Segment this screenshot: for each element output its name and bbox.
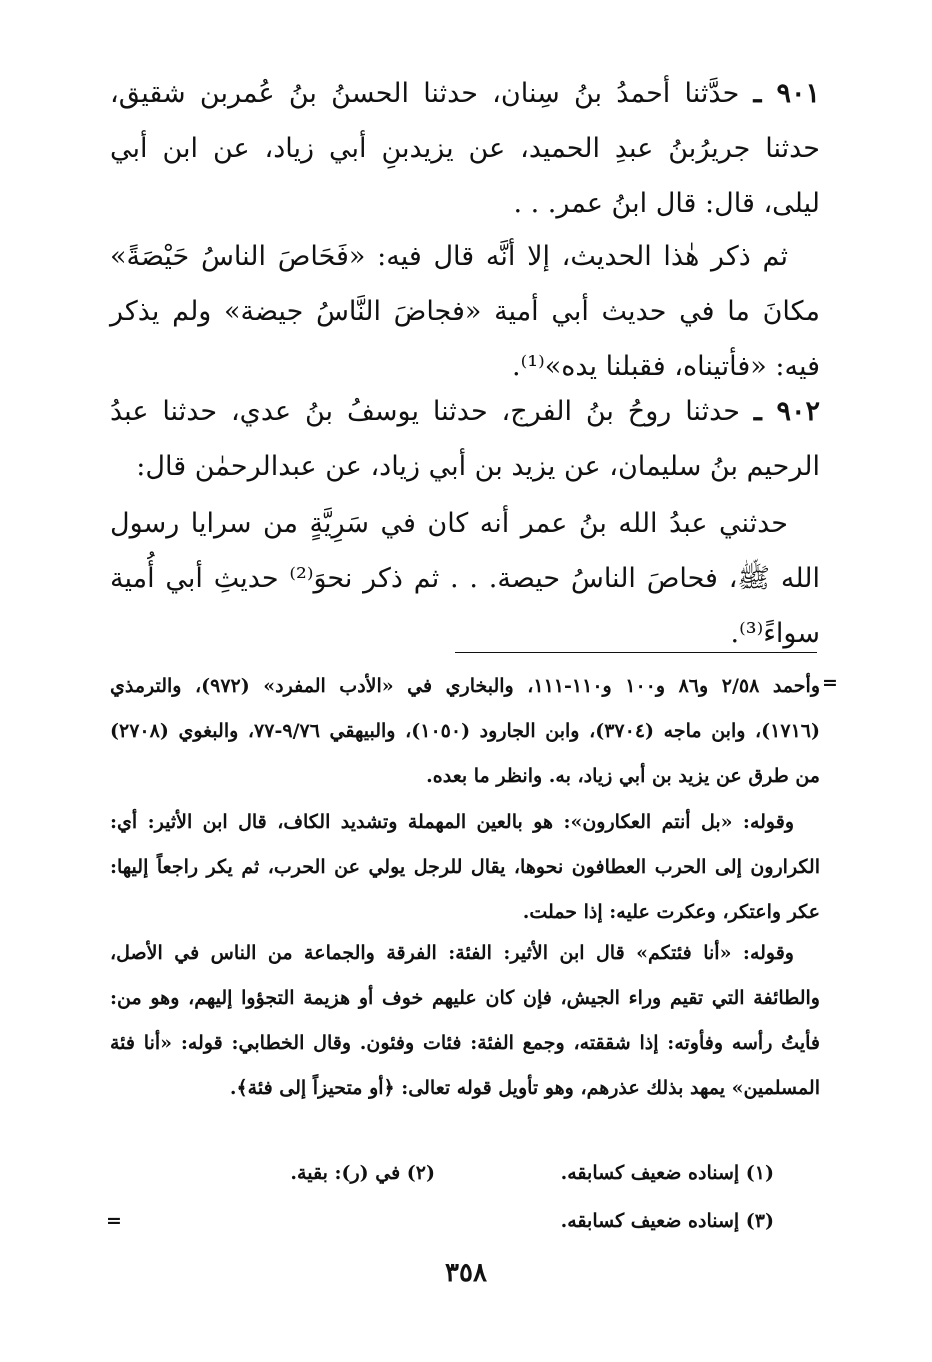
footnote-refs-block <box>110 664 820 799</box>
continues-mark: = <box>106 1210 122 1232</box>
continued-mark: = <box>822 672 838 694</box>
hadith-902-block <box>110 384 820 494</box>
hadith-901-number: ٩٠١ ـ <box>753 78 820 109</box>
footnote-separator <box>455 652 817 653</box>
page-number: ٣٥٨ <box>445 1258 487 1288</box>
footnote-fia: وقوله: «أنا فئتكم» قال ابن الأثير: الفئة: الفرقة والجماعة من الناس في الأصل، والطائفة التي تقيم وراء الجيش، فإن كان عليهم خوف أو هزيمة التجؤوا إليهم، وهو من: فأيتُ رأسه وفأوته: إذا شققته، وجمع الفئة: فئات وفئون. وقال الخطابي: قوله: «أنا فئة المسلمين» يمهد بذلك عذرهم، وهو تأويل قوله تعالى: ﴿أو متحيزاً إلى فئة﴾. <box>110 942 820 1099</box>
footnote-fia-block <box>110 931 820 1111</box>
hadith-902-continuation-block <box>110 496 820 661</box>
hadith-902-number: ٩٠٢ ـ <box>753 396 820 427</box>
footnote-1: (١) إسناده ضعيف كسابقه. <box>560 1162 774 1184</box>
hadith-901-chain <box>110 66 820 231</box>
hadith-902-chain <box>110 384 820 494</box>
hadith-901-text: حدَّثنا أحمدُ بنُ سِنان، حدثنا الحسنُ بنُ عُمربن شقيق، حدثنا جريرُبنُ عبدِ الحميد، عن يزيدبنِ أبي زياد، عن ابن أبي ليلى، قال: قال ابنُ عمر. . . <box>110 78 820 219</box>
footnote-akkarun-block <box>110 800 820 935</box>
footnote-akkarun: وقوله: «بل أنتم العكارون»: هو بالعين المهملة وتشديد الكاف، قال ابن الأثير: أي: الكرارون إلى الحرب العطافون نحوها، يقال للرجل يولي عن الحرب، ثم يكر راجعاً إليها: عكر واعتكر، وعكرت عليه: إذا حملت. <box>110 811 820 923</box>
footnote-2: (٢) في (ر): بقية. <box>290 1162 435 1184</box>
hadith-901-block <box>110 66 820 231</box>
footnote-3: (٣) إسناده ضعيف كسابقه. <box>560 1210 774 1232</box>
hadith-901-continuation: ثم ذكر هٰذا الحديث، إلا أنَّه قال فيه: «فَحَاصَ الناسُ حَيْصَةً» مكانَ ما في حديث أبي أمية «فجاضَ النَّاسُ جيضة» ولم يذكر فيه: «فأتيناه، فقبلنا يده»⁽¹⁾. <box>110 241 820 382</box>
hadith-902-text: حدثنا روحُ بنُ الفرج، حدثنا يوسفُ بنُ عدي، حدثنا عبدُ الرحيم بنُ سليمان، عن يزيد بن أبي زياد، عن عبدالرحمٰن قال: <box>110 396 820 482</box>
hadith-901-continuation-block <box>110 229 820 394</box>
hadith-902-continuation: حدثني عبدُ الله بنُ عمر أنه كان في سَرِيَّةٍ من سرايا رسول الله ﷺ، فحاصَ الناسُ حيصة. . . ثم ذكر نحوَ⁽²⁾ حديثِ أبي أُمية سواءً⁽³⁾. <box>110 508 820 649</box>
footnote-refs: وأحمد ٢/٥٨ و٨٦ و١٠٠ و١١٠-١١١، والبخاري في «الأدب المفرد» (٩٧٢)، والترمذي (١٧١٦)، وابن ماجه (٣٧٠٤)، وابن الجارود (١٠٥٠)، والبيهقي ٩/٧٦-٧٧، والبغوي (٢٧٠٨) من طرق عن يزيد بن أبي زياد، به. وانظر ما بعده. <box>110 675 820 787</box>
